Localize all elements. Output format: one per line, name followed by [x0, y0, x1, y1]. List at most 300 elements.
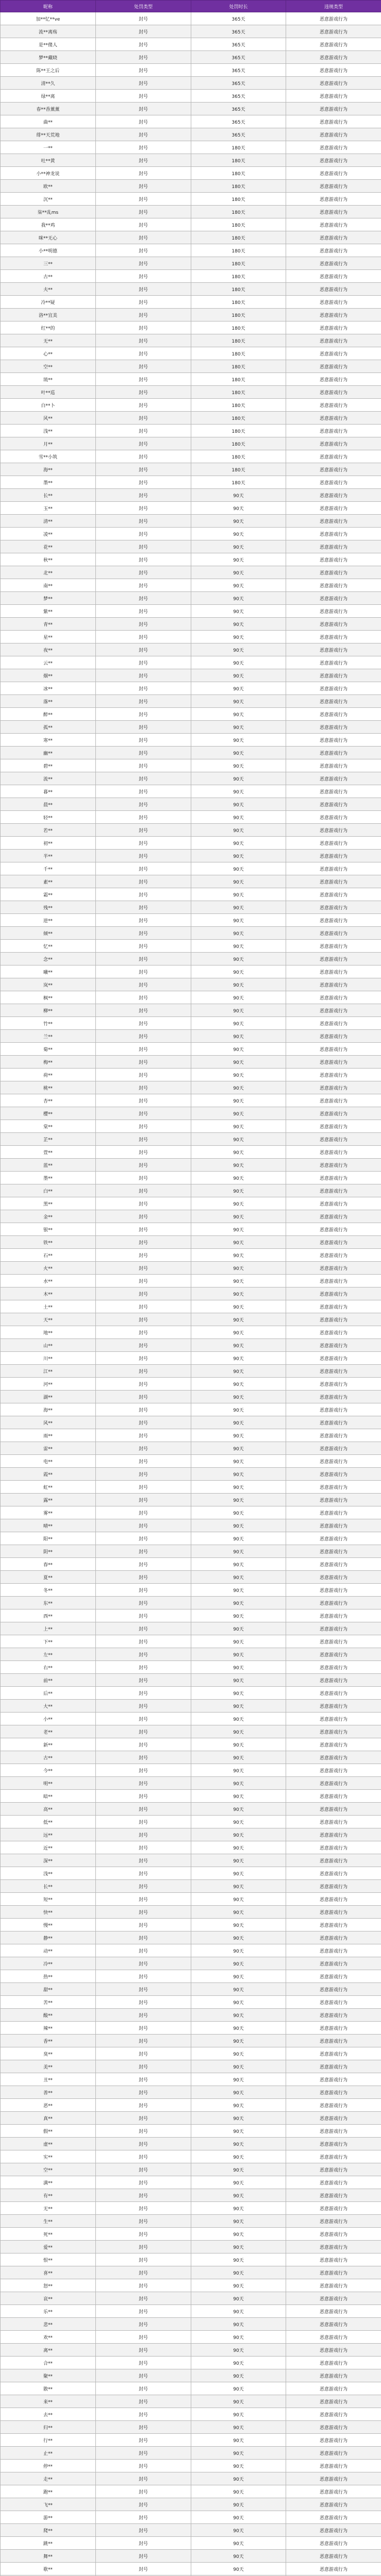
cell-nickname: 霜** [1, 888, 96, 901]
cell-violation-type: 恶意游戏行为 [286, 476, 381, 489]
cell-penalty-duration: 90天 [191, 1287, 286, 1300]
table-row [1, 1172, 381, 1184]
cell-penalty-duration: 90天 [191, 1996, 286, 2009]
cell-nickname: 桃** [1, 1081, 96, 1094]
table-row [1, 875, 381, 888]
cell-penalty-duration: 90天 [191, 1197, 286, 1210]
table-row [1, 2176, 381, 2189]
cell-penalty-duration: 180天 [191, 463, 286, 476]
cell-penalty-duration: 90天 [191, 1223, 286, 1236]
cell-penalty-type: 封号 [96, 1970, 191, 1983]
cell-penalty-duration: 90天 [191, 2112, 286, 2125]
cell-nickname: 酸** [1, 2009, 96, 2022]
cell-nickname: 春** [1, 1558, 96, 1571]
cell-nickname: 叶**巡 [1, 386, 96, 399]
cell-penalty-duration: 90天 [191, 1622, 286, 1635]
cell-violation-type: 恶意游戏行为 [286, 2318, 381, 2331]
table-row [1, 1416, 381, 1429]
cell-penalty-duration: 180天 [191, 399, 286, 412]
cell-penalty-type: 封号 [96, 850, 191, 862]
cell-penalty-type: 封号 [96, 373, 191, 386]
cell-nickname: 右** [1, 1661, 96, 1674]
cell-penalty-duration: 90天 [191, 1236, 286, 1249]
table-row [1, 180, 381, 193]
table-row [1, 1700, 381, 1713]
cell-penalty-type: 封号 [96, 1043, 191, 1056]
cell-penalty-type: 封号 [96, 1931, 191, 1944]
cell-penalty-duration: 90天 [191, 669, 286, 682]
cell-violation-type: 恶意游戏行为 [286, 2550, 381, 2563]
cell-nickname: 远** [1, 1828, 96, 1841]
cell-nickname: 忆** [1, 940, 96, 953]
cell-penalty-type: 封号 [96, 463, 191, 476]
cell-penalty-duration: 90天 [191, 1506, 286, 1519]
cell-violation-type: 恶意游戏行为 [286, 862, 381, 875]
cell-violation-type: 恶意游戏行为 [286, 1854, 381, 1867]
cell-violation-type: 恶意游戏行为 [286, 2434, 381, 2447]
cell-penalty-type: 封号 [96, 1339, 191, 1352]
table-row [1, 412, 381, 425]
cell-violation-type: 恶意游戏行为 [286, 1391, 381, 1403]
cell-penalty-type: 封号 [96, 888, 191, 901]
cell-violation-type: 恶意游戏行为 [286, 1378, 381, 1391]
cell-violation-type: 恶意游戏行为 [286, 1648, 381, 1661]
cell-violation-type: 恶意游戏行为 [286, 296, 381, 309]
cell-penalty-duration: 180天 [191, 193, 286, 206]
cell-penalty-type: 封号 [96, 708, 191, 721]
cell-penalty-type: 封号 [96, 2331, 191, 2344]
cell-nickname: 冷**疑 [1, 296, 96, 309]
cell-violation-type: 恶意游戏行为 [286, 1468, 381, 1481]
cell-penalty-type: 封号 [96, 2112, 191, 2125]
cell-penalty-duration: 90天 [191, 759, 286, 772]
cell-penalty-duration: 180天 [191, 476, 286, 489]
cell-nickname: 夏** [1, 1571, 96, 1584]
cell-penalty-type: 封号 [96, 1532, 191, 1545]
cell-penalty-duration: 90天 [191, 2434, 286, 2447]
cell-nickname: 竹** [1, 1017, 96, 1030]
cell-violation-type: 恶意游戏行为 [286, 2408, 381, 2421]
cell-nickname: 云** [1, 656, 96, 669]
cell-nickname: 冷** [1, 1957, 96, 1970]
cell-penalty-duration: 90天 [191, 1391, 286, 1403]
cell-violation-type: 恶意游戏行为 [286, 1713, 381, 1725]
cell-penalty-type: 封号 [96, 1841, 191, 1854]
cell-violation-type: 恶意游戏行为 [286, 425, 381, 437]
cell-nickname: 跑** [1, 2485, 96, 2498]
cell-violation-type: 恶意游戏行为 [286, 695, 381, 708]
table-row [1, 1558, 381, 1571]
cell-penalty-duration: 90天 [191, 1313, 286, 1326]
cell-nickname: 风** [1, 1416, 96, 1429]
cell-penalty-duration: 90天 [191, 1184, 286, 1197]
cell-violation-type: 恶意游戏行为 [286, 914, 381, 927]
cell-violation-type: 恶意游戏行为 [286, 2563, 381, 2575]
cell-penalty-duration: 180天 [191, 231, 286, 244]
cell-nickname: 北** [1, 566, 96, 579]
table-header-row [1, 1, 381, 12]
cell-penalty-type: 封号 [96, 1545, 191, 1558]
cell-penalty-duration: 180天 [191, 257, 286, 270]
cell-nickname: 热** [1, 1970, 96, 1983]
cell-penalty-type: 封号 [96, 862, 191, 875]
cell-penalty-type: 封号 [96, 386, 191, 399]
table-row [1, 1816, 381, 1828]
cell-violation-type: 恶意游戏行为 [286, 682, 381, 695]
cell-nickname: 无** [1, 334, 96, 347]
cell-violation-type: 恶意游戏行为 [286, 721, 381, 734]
table-row [1, 2344, 381, 2357]
cell-penalty-type: 封号 [96, 231, 191, 244]
cell-penalty-type: 封号 [96, 309, 191, 321]
cell-penalty-duration: 90天 [191, 2189, 286, 2202]
cell-nickname: 红**的 [1, 321, 96, 334]
cell-penalty-duration: 180天 [191, 283, 286, 296]
cell-nickname: 归** [1, 2421, 96, 2434]
cell-penalty-type: 封号 [96, 1107, 191, 1120]
cell-penalty-type: 封号 [96, 592, 191, 605]
cell-violation-type: 恶意游戏行为 [286, 1120, 381, 1133]
cell-nickname: 清**久 [1, 77, 96, 90]
cell-penalty-type: 封号 [96, 1506, 191, 1519]
cell-penalty-type: 封号 [96, 1236, 191, 1249]
table-row [1, 1223, 381, 1236]
cell-penalty-type: 封号 [96, 38, 191, 51]
table-row [1, 669, 381, 682]
cell-nickname: 蓝** [1, 1159, 96, 1172]
cell-nickname: 是**傻人 [1, 38, 96, 51]
table-row [1, 2485, 381, 2498]
cell-penalty-type: 封号 [96, 1880, 191, 1893]
cell-penalty-duration: 90天 [191, 953, 286, 965]
cell-violation-type: 恶意游戏行为 [286, 1597, 381, 1609]
table-row [1, 953, 381, 965]
cell-penalty-type: 封号 [96, 2408, 191, 2421]
cell-penalty-type: 封号 [96, 695, 191, 708]
cell-nickname: 水** [1, 1275, 96, 1287]
header-nickname: 昵称 [1, 1, 96, 12]
table-row [1, 837, 381, 850]
cell-penalty-duration: 90天 [191, 2099, 286, 2112]
cell-nickname: 明** [1, 1777, 96, 1790]
cell-nickname: 空** [1, 2163, 96, 2176]
cell-penalty-duration: 90天 [191, 2073, 286, 2086]
table-row [1, 1403, 381, 1416]
cell-penalty-duration: 90天 [191, 1494, 286, 1506]
cell-penalty-duration: 90天 [191, 1790, 286, 1803]
cell-penalty-type: 封号 [96, 669, 191, 682]
table-row [1, 2163, 381, 2176]
cell-violation-type: 恶意游戏行为 [286, 2086, 381, 2099]
table-row [1, 2408, 381, 2421]
cell-violation-type: 恶意游戏行为 [286, 2369, 381, 2382]
cell-penalty-duration: 90天 [191, 875, 286, 888]
table-row [1, 528, 381, 540]
cell-nickname: 石** [1, 1249, 96, 1262]
cell-nickname: 丑** [1, 2073, 96, 2086]
cell-violation-type: 恶意游戏行为 [286, 2537, 381, 2550]
cell-penalty-type: 封号 [96, 1558, 191, 1571]
table-row [1, 1828, 381, 1841]
table-row [1, 2241, 381, 2253]
cell-penalty-type: 封号 [96, 1442, 191, 1455]
table-row [1, 2112, 381, 2125]
cell-penalty-type: 封号 [96, 2189, 191, 2202]
cell-violation-type: 恶意游戏行为 [286, 2395, 381, 2408]
cell-penalty-type: 封号 [96, 1133, 191, 1146]
cell-penalty-type: 封号 [96, 1687, 191, 1700]
table-row [1, 1197, 381, 1210]
table-row [1, 2537, 381, 2550]
cell-penalty-duration: 90天 [191, 785, 286, 798]
table-row [1, 90, 381, 103]
cell-penalty-type: 封号 [96, 1648, 191, 1661]
cell-penalty-duration: 180天 [191, 386, 286, 399]
cell-penalty-type: 封号 [96, 1816, 191, 1828]
table-row [1, 270, 381, 283]
cell-penalty-duration: 90天 [191, 1339, 286, 1352]
cell-penalty-type: 封号 [96, 2266, 191, 2279]
cell-nickname: 绯**天荒地 [1, 128, 96, 141]
table-row [1, 1893, 381, 1906]
cell-nickname: 新** [1, 1738, 96, 1751]
cell-violation-type: 恶意游戏行为 [286, 927, 381, 940]
cell-violation-type: 恶意游戏行为 [286, 798, 381, 811]
cell-violation-type: 恶意游戏行为 [286, 1403, 381, 1416]
cell-nickname: 碧** [1, 759, 96, 772]
cell-violation-type: 恶意游戏行为 [286, 2150, 381, 2163]
cell-violation-type: 恶意游戏行为 [286, 1931, 381, 1944]
cell-penalty-duration: 180天 [191, 154, 286, 167]
cell-penalty-duration: 90天 [191, 2382, 286, 2395]
table-row [1, 2472, 381, 2485]
cell-nickname: 我**鸡 [1, 218, 96, 231]
cell-penalty-type: 封号 [96, 1983, 191, 1996]
cell-nickname: 一** [1, 141, 96, 154]
cell-penalty-type: 封号 [96, 64, 191, 77]
cell-violation-type: 恶意游戏行为 [286, 631, 381, 643]
cell-nickname: 西** [1, 1609, 96, 1622]
cell-penalty-duration: 180天 [191, 321, 286, 334]
cell-nickname: 爱** [1, 2241, 96, 2253]
cell-nickname: 夫** [1, 283, 96, 296]
table-row [1, 1030, 381, 1043]
cell-violation-type: 恶意游戏行为 [286, 1816, 381, 1828]
cell-penalty-duration: 90天 [191, 914, 286, 927]
cell-penalty-duration: 90天 [191, 1455, 286, 1468]
cell-violation-type: 恶意游戏行为 [286, 154, 381, 167]
cell-violation-type: 恶意游戏行为 [286, 1944, 381, 1957]
cell-violation-type: 恶意游戏行为 [286, 1803, 381, 1816]
cell-penalty-duration: 90天 [191, 2485, 286, 2498]
table-row [1, 2047, 381, 2060]
cell-violation-type: 恶意游戏行为 [286, 1519, 381, 1532]
cell-nickname: 雪**小筑 [1, 450, 96, 463]
cell-nickname: 海** [1, 463, 96, 476]
cell-penalty-type: 封号 [96, 1004, 191, 1017]
table-row [1, 1687, 381, 1700]
cell-penalty-duration: 90天 [191, 2138, 286, 2150]
cell-penalty-duration: 90天 [191, 1030, 286, 1043]
cell-penalty-duration: 90天 [191, 1172, 286, 1184]
cell-penalty-type: 封号 [96, 798, 191, 811]
cell-penalty-type: 封号 [96, 837, 191, 850]
cell-violation-type: 恶意游戏行为 [286, 1262, 381, 1275]
cell-nickname: 欧** [1, 180, 96, 193]
cell-nickname: 流** [1, 772, 96, 785]
cell-nickname: 半** [1, 850, 96, 862]
cell-penalty-type: 封号 [96, 631, 191, 643]
cell-nickname: 墨** [1, 1172, 96, 1184]
cell-violation-type: 恶意游戏行为 [286, 2447, 381, 2460]
cell-nickname: 香** [1, 2035, 96, 2047]
cell-penalty-duration: 90天 [191, 1880, 286, 1893]
cell-nickname: 跳** [1, 2537, 96, 2550]
cell-violation-type: 恶意游戏行为 [286, 193, 381, 206]
table-row [1, 1184, 381, 1197]
cell-penalty-type: 封号 [96, 296, 191, 309]
cell-penalty-type: 封号 [96, 2125, 191, 2138]
cell-nickname: 去** [1, 2408, 96, 2421]
cell-nickname: 冰** [1, 682, 96, 695]
cell-nickname: 曲** [1, 115, 96, 128]
cell-nickname: 陈**王之后 [1, 64, 96, 77]
table-row [1, 1584, 381, 1597]
cell-violation-type: 恶意游戏行为 [286, 1687, 381, 1700]
cell-nickname: 古** [1, 1751, 96, 1764]
cell-penalty-type: 封号 [96, 1172, 191, 1184]
cell-penalty-duration: 90天 [191, 515, 286, 528]
cell-penalty-type: 封号 [96, 2511, 191, 2524]
table-row [1, 2022, 381, 2035]
cell-violation-type: 恶意游戏行为 [286, 1957, 381, 1970]
cell-violation-type: 恶意游戏行为 [286, 1996, 381, 2009]
cell-nickname: 秋** [1, 553, 96, 566]
cell-penalty-type: 封号 [96, 1455, 191, 1468]
cell-penalty-type: 封号 [96, 2524, 191, 2537]
cell-nickname: 恨** [1, 2253, 96, 2266]
cell-penalty-type: 封号 [96, 2202, 191, 2215]
cell-violation-type: 恶意游戏行为 [286, 978, 381, 991]
cell-penalty-type: 封号 [96, 2086, 191, 2099]
cell-violation-type: 恶意游戏行为 [286, 1970, 381, 1983]
cell-nickname: 春**香薰薰 [1, 103, 96, 115]
cell-nickname: 雷** [1, 1442, 96, 1455]
cell-violation-type: 恶意游戏行为 [286, 38, 381, 51]
cell-violation-type: 恶意游戏行为 [286, 965, 381, 978]
cell-penalty-type: 封号 [96, 103, 191, 115]
cell-violation-type: 恶意游戏行为 [286, 850, 381, 862]
cell-penalty-duration: 365天 [191, 38, 286, 51]
cell-penalty-duration: 90天 [191, 1017, 286, 1030]
cell-penalty-type: 封号 [96, 2498, 191, 2511]
cell-penalty-type: 封号 [96, 2563, 191, 2575]
cell-penalty-type: 封号 [96, 425, 191, 437]
cell-penalty-duration: 90天 [191, 862, 286, 875]
table-row [1, 2511, 381, 2524]
cell-violation-type: 恶意游戏行为 [286, 1030, 381, 1043]
cell-violation-type: 恶意游戏行为 [286, 218, 381, 231]
cell-penalty-duration: 90天 [191, 1609, 286, 1622]
cell-penalty-duration: 90天 [191, 1674, 286, 1687]
cell-violation-type: 恶意游戏行为 [286, 759, 381, 772]
cell-penalty-type: 封号 [96, 1313, 191, 1326]
table-row [1, 695, 381, 708]
table-row [1, 2189, 381, 2202]
table-row [1, 1725, 381, 1738]
cell-penalty-type: 封号 [96, 901, 191, 914]
cell-penalty-duration: 90天 [191, 2537, 286, 2550]
cell-penalty-type: 封号 [96, 1906, 191, 1919]
table-row [1, 888, 381, 901]
table-row [1, 218, 381, 231]
cell-nickname: 东** [1, 1597, 96, 1609]
table-row [1, 1764, 381, 1777]
cell-nickname: 落** [1, 695, 96, 708]
table-row [1, 2395, 381, 2408]
cell-violation-type: 恶意游戏行为 [286, 888, 381, 901]
cell-penalty-type: 封号 [96, 2176, 191, 2189]
cell-violation-type: 恶意游戏行为 [286, 2202, 381, 2215]
cell-violation-type: 恶意游戏行为 [286, 1184, 381, 1197]
table-row [1, 991, 381, 1004]
cell-nickname: 苦** [1, 1996, 96, 2009]
table-row [1, 1275, 381, 1287]
table-row [1, 2035, 381, 2047]
table-row [1, 2550, 381, 2563]
cell-penalty-duration: 365天 [191, 25, 286, 38]
cell-penalty-type: 封号 [96, 1674, 191, 1687]
table-row [1, 386, 381, 399]
cell-penalty-type: 封号 [96, 2344, 191, 2357]
cell-nickname: 大** [1, 1700, 96, 1713]
cell-penalty-type: 封号 [96, 914, 191, 927]
cell-violation-type: 恶意游戏行为 [286, 180, 381, 193]
cell-penalty-duration: 90天 [191, 1146, 286, 1159]
cell-nickname: 凌** [1, 528, 96, 540]
cell-penalty-duration: 365天 [191, 90, 286, 103]
cell-nickname: 行** [1, 2434, 96, 2447]
cell-nickname: 假** [1, 2125, 96, 2138]
cell-violation-type: 恶意游戏行为 [286, 2382, 381, 2395]
cell-nickname: 倾** [1, 927, 96, 940]
cell-violation-type: 恶意游戏行为 [286, 1545, 381, 1558]
cell-violation-type: 恶意游戏行为 [286, 515, 381, 528]
cell-penalty-duration: 90天 [191, 2447, 286, 2460]
cell-penalty-type: 封号 [96, 167, 191, 180]
cell-penalty-type: 封号 [96, 2395, 191, 2408]
cell-nickname: 绿**离 [1, 90, 96, 103]
cell-violation-type: 恶意游戏行为 [286, 12, 381, 25]
table-row [1, 1751, 381, 1764]
table-row [1, 309, 381, 321]
cell-violation-type: 恶意游戏行为 [286, 2331, 381, 2344]
cell-violation-type: 恶意游戏行为 [286, 1494, 381, 1506]
cell-nickname: 天** [1, 1313, 96, 1326]
cell-penalty-type: 封号 [96, 785, 191, 798]
table-row [1, 1854, 381, 1867]
table-row [1, 2009, 381, 2022]
table-row [1, 193, 381, 206]
cell-nickname: 幽** [1, 747, 96, 759]
cell-violation-type: 恶意游戏行为 [286, 1841, 381, 1854]
table-row [1, 244, 381, 257]
cell-penalty-duration: 90天 [191, 1300, 286, 1313]
cell-violation-type: 恶意游戏行为 [286, 309, 381, 321]
cell-nickname: 满** [1, 2176, 96, 2189]
cell-violation-type: 恶意游戏行为 [286, 1867, 381, 1880]
cell-nickname: 散** [1, 2382, 96, 2395]
